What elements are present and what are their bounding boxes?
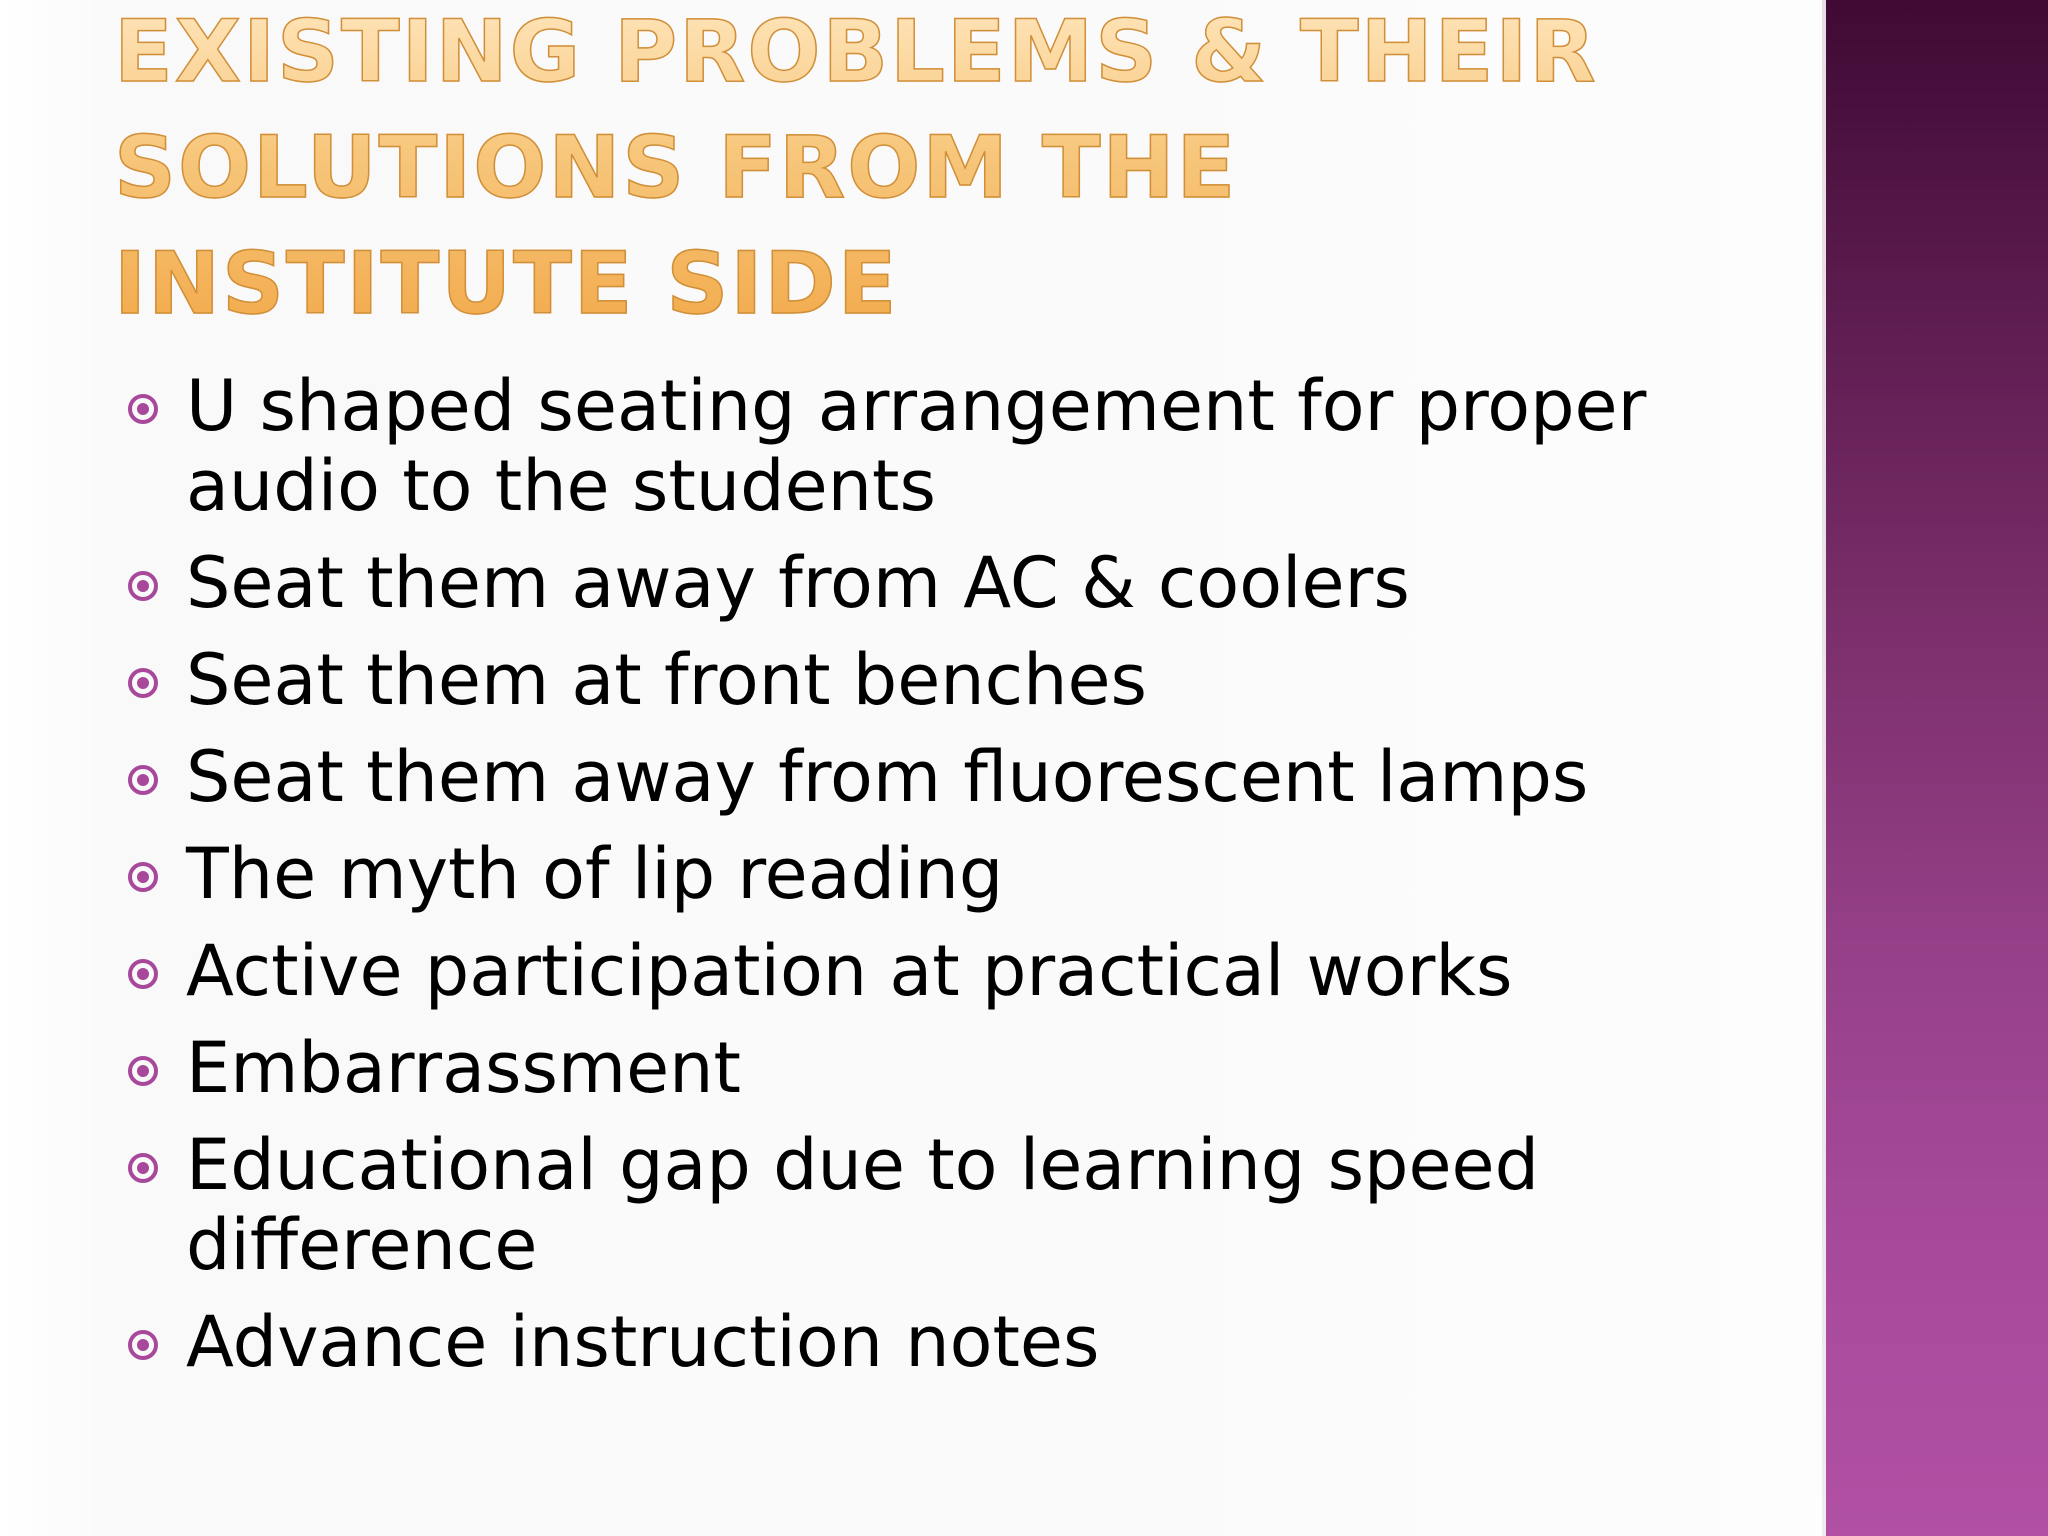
slide-title: EXISTING PROBLEMS & THEIR SOLUTIONS FROM THE INSTITUTE SIDE bbox=[114, 0, 1734, 342]
target-bullet-icon bbox=[128, 668, 158, 698]
bullet-list bbox=[124, 366, 1784, 1399]
target-bullet-icon bbox=[128, 1330, 158, 1360]
list-item-text: Embarrassment bbox=[186, 1027, 741, 1109]
list-item-text: Seat them away from AC & coolers bbox=[186, 542, 1410, 624]
target-bullet-icon bbox=[128, 765, 158, 795]
list-item-text: U shaped seating arrangement for proper audio to the students bbox=[186, 365, 1647, 527]
target-bullet-icon bbox=[128, 571, 158, 601]
target-bullet-icon bbox=[128, 862, 158, 892]
list-item bbox=[124, 834, 1784, 914]
list-item bbox=[124, 640, 1784, 720]
list-item-text: The myth of lip reading bbox=[186, 833, 1004, 915]
list-item bbox=[124, 366, 1784, 526]
list-item-text: Seat them at front benches bbox=[186, 639, 1148, 721]
list-item-text: Active participation at practical works bbox=[186, 930, 1513, 1012]
list-item bbox=[124, 543, 1784, 623]
list-item bbox=[124, 737, 1784, 817]
target-bullet-icon bbox=[128, 1056, 158, 1086]
list-item-text: Educational gap due to learning speed difference bbox=[186, 1124, 1540, 1286]
target-bullet-icon bbox=[128, 959, 158, 989]
list-item-text: Advance instruction notes bbox=[186, 1301, 1100, 1383]
target-bullet-icon bbox=[128, 394, 158, 424]
list-item bbox=[124, 931, 1784, 1011]
decorative-sidebar bbox=[1826, 0, 2048, 1536]
list-item bbox=[124, 1302, 1784, 1382]
list-item bbox=[124, 1125, 1784, 1285]
list-item-text: Seat them away from fluorescent lamps bbox=[186, 736, 1589, 818]
target-bullet-icon bbox=[128, 1153, 158, 1183]
list-item bbox=[124, 1028, 1784, 1108]
